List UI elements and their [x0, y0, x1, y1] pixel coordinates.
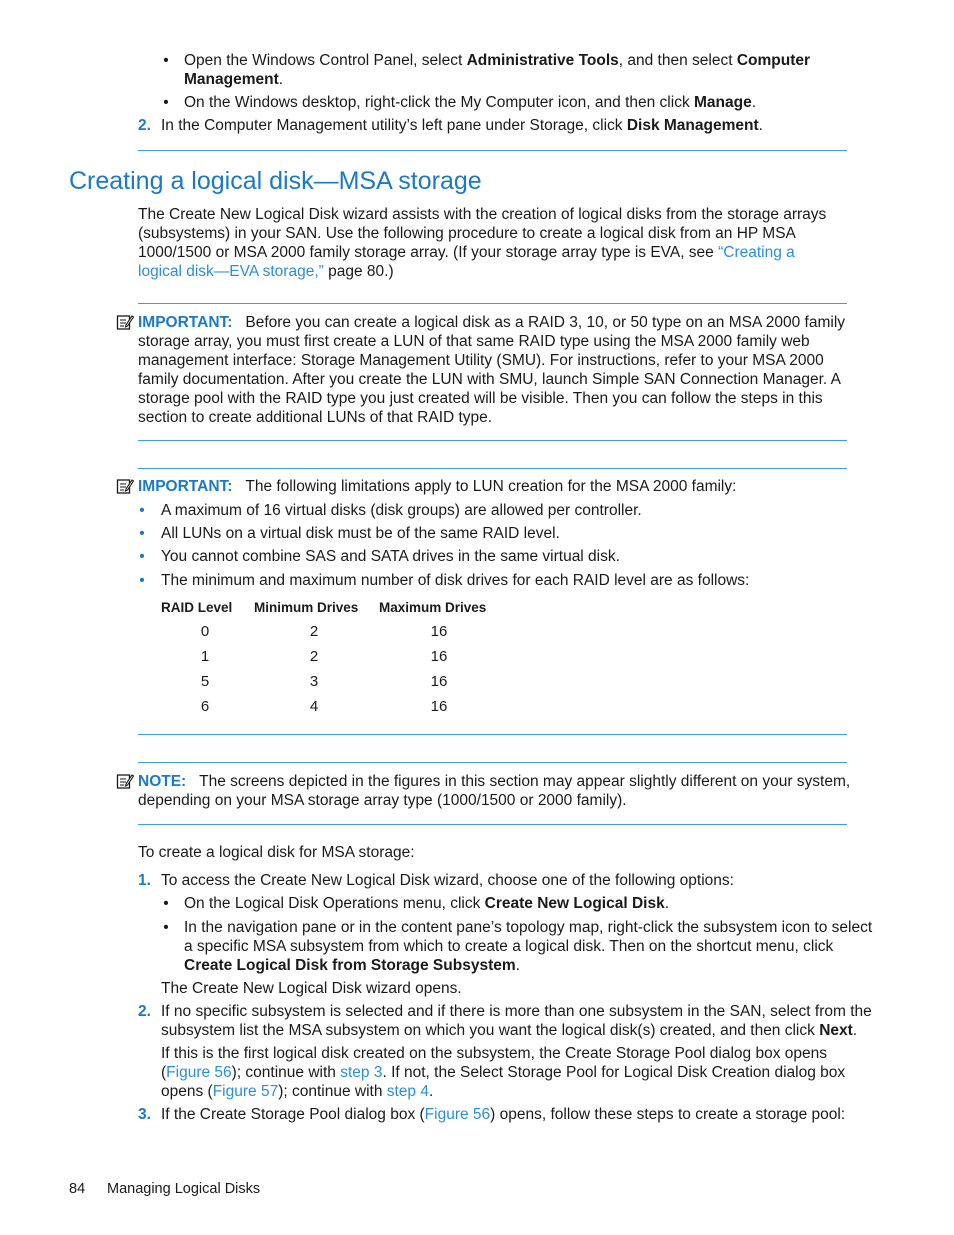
text-line: [138, 262, 826, 281]
text: ); continue with: [231, 1064, 341, 1081]
text: ) opens, follow these steps to create a storage pool:: [490, 1106, 846, 1123]
table-cell: 16: [430, 648, 448, 665]
text: .: [664, 895, 670, 912]
text-line: a specific MSA subsystem from which to create a logical disk. Then on the shortcut menu, click: [184, 938, 834, 955]
text: .: [278, 71, 284, 88]
divider: [138, 440, 847, 441]
limitation-item: A maximum of 16 virtual disks (disk groups) are allowed per controller.: [161, 502, 642, 519]
text-line: section to create additional LUNs of that RAID type.: [138, 409, 493, 426]
note-label: NOTE:: [138, 773, 187, 790]
step-1-result: The Create New Logical Disk wizard opens.: [161, 980, 462, 997]
text-line: [138, 243, 826, 262]
important-label: IMPORTANT:: [138, 478, 233, 495]
intro-paragraph: [138, 205, 826, 281]
page-number: 84: [69, 1181, 86, 1197]
table-cell: 4: [309, 698, 319, 715]
text: (: [161, 1064, 167, 1081]
step-number: 2.: [138, 117, 151, 134]
text: . If not, the Select Storage Pool for Logical Disk Creation dialog box: [382, 1064, 846, 1081]
text: On the Logical Disk Operations menu, click: [184, 895, 485, 912]
bullet-dot: •: [139, 548, 145, 565]
important-callout-1: [138, 313, 845, 427]
bullet-dot: •: [139, 502, 145, 519]
text-line: family documentation. After you create the LUN with SMU, launch Simple SAN Connection Manager. A: [138, 371, 842, 388]
text: Open the Windows Control Panel, select: [184, 52, 467, 69]
text: ); continue with: [278, 1083, 387, 1100]
note-callout: [138, 772, 850, 810]
table-cell: 6: [200, 698, 210, 715]
text: .: [852, 1022, 858, 1039]
step-link[interactable]: step 4: [386, 1083, 429, 1100]
table-cell: 2: [309, 623, 319, 640]
top-bullet-2: [184, 93, 756, 112]
procedure-intro: To create a logical disk for MSA storage:: [138, 844, 415, 861]
text-line: If this is the first logical disk created on the subsystem, the Create Storage Pool dialog box opens: [161, 1045, 828, 1062]
text-line: storage pool with the RAID type you just created will be visible. Then you can follow the steps in this: [138, 390, 823, 407]
hand-writing-icon: [116, 477, 134, 495]
text-line: [184, 956, 872, 975]
text: page 80.): [323, 263, 394, 280]
limitation-item: All LUNs on a virtual disk must be of the same RAID level.: [161, 525, 560, 542]
step-1-option-2: [184, 918, 872, 975]
table-cell: 5: [200, 673, 210, 690]
note-pencil-icon: [116, 772, 134, 790]
text-line: [161, 1021, 872, 1040]
step-3: [161, 1105, 845, 1124]
bold-term: Computer: [736, 52, 811, 69]
top-bullet-1: [184, 51, 810, 70]
table-header-maximum-drives: Maximum Drives: [379, 600, 487, 615]
text: .: [515, 957, 520, 974]
text: , and then select: [618, 52, 737, 69]
text: .: [428, 1083, 434, 1100]
text: On the Windows desktop, right-click the My Computer icon, and then click: [184, 94, 694, 111]
bold-term: Manage: [694, 94, 752, 111]
text: 1000/1500 or MSA 2000 family storage array. (If your storage array type is EVA, see: [138, 244, 719, 261]
section-title: Creating a logical disk—MSA storage: [69, 167, 482, 195]
step-2-paragraph: [161, 1044, 845, 1101]
bullet-dot: •: [163, 919, 169, 936]
table-cell: 2: [309, 648, 319, 665]
limitation-item: The minimum and maximum number of disk drives for each RAID level are as follows:: [161, 572, 750, 589]
text: subsystem list the MSA subsystem on which you want the logical disk(s) created, and then click: [161, 1022, 820, 1039]
table-cell: 1: [200, 648, 210, 665]
cross-reference-link[interactable]: “Creating a: [718, 244, 795, 261]
text-line: The Create New Logical Disk wizard assists with the creation of logical disks from the storage arrays: [138, 206, 827, 223]
text-line: management interface: Storage Management Utility (SMU). For instructions, refer to your MSA 2000: [138, 352, 824, 369]
bullet-dot: •: [163, 895, 169, 912]
figure-link[interactable]: Figure 56: [424, 1106, 491, 1123]
text: Before you can create a logical disk as a RAID 3, 10, or 50 type on an MSA 2000 family: [245, 314, 846, 331]
text: If the Create Storage Pool dialog box (: [161, 1106, 425, 1123]
text-line: [138, 772, 850, 791]
divider: [138, 150, 847, 151]
text-line: depending on your MSA storage array type (1000/1500 or 2000 family).: [138, 792, 627, 809]
bold-term: Disk Management: [626, 117, 759, 134]
important-label: IMPORTANT:: [138, 314, 233, 331]
step-number: 2.: [138, 1003, 151, 1020]
bold-term: Administrative Tools: [466, 52, 619, 69]
table-header-minimum-drives: Minimum Drives: [254, 600, 359, 615]
divider: [138, 824, 847, 825]
figure-link[interactable]: Figure 56: [166, 1064, 232, 1081]
text-line: storage array, you must first create a LUN of that same RAID type using the MSA 2000 family web: [138, 333, 810, 350]
text-line: (subsystems) in your SAN. Use the following procedure to create a logical disk from an HP MSA: [138, 225, 796, 242]
step-1-option-1: [184, 894, 669, 913]
text-line: [161, 1063, 845, 1082]
bullet-dot: •: [163, 52, 169, 69]
text-line: [161, 1082, 845, 1101]
step-1: To access the Create New Logical Disk wizard, choose one of the following options:: [161, 872, 734, 889]
step-2: [161, 1002, 872, 1040]
bold-term: Create New Logical Disk: [484, 895, 665, 912]
table-cell: 3: [309, 673, 319, 690]
step-number: 3.: [138, 1106, 151, 1123]
text: The following limitations apply to LUN creation for the MSA 2000 family:: [245, 478, 737, 495]
divider: [138, 303, 847, 304]
hand-writing-icon: [116, 313, 134, 331]
text: .: [751, 94, 757, 111]
divider: [138, 468, 847, 469]
table-header-raid-level: RAID Level: [161, 600, 233, 615]
table-cell: 16: [430, 698, 448, 715]
top-bullet-1-cont: [184, 70, 283, 89]
text-line: If no specific subsystem is selected and if there is more than one subsystem in the SAN, select from the: [161, 1003, 872, 1020]
text-line: [138, 313, 845, 332]
bold-term: Create Logical Disk from Storage Subsystem: [184, 957, 516, 974]
text: .: [758, 117, 763, 134]
important-callout-2: [138, 477, 736, 496]
step-link[interactable]: step 3: [340, 1064, 383, 1081]
text-line: In the navigation pane or in the content pane’s topology map, right-click the subsystem icon to select: [184, 919, 873, 936]
step-number: 1.: [138, 872, 151, 889]
figure-link[interactable]: Figure 57: [212, 1083, 279, 1100]
cross-reference-link[interactable]: logical disk—EVA storage,”: [138, 263, 324, 280]
divider: [138, 762, 847, 763]
table-cell: 16: [430, 623, 448, 640]
chapter-title: Managing Logical Disks: [107, 1181, 261, 1197]
bullet-dot: •: [139, 572, 145, 589]
divider: [138, 734, 847, 735]
text: opens (: [161, 1083, 213, 1100]
bullet-dot: •: [163, 94, 169, 111]
limitation-item: You cannot combine SAS and SATA drives in the same virtual disk.: [161, 548, 620, 565]
text: In the Computer Management utility’s left pane under Storage, click: [161, 117, 627, 134]
text: The screens depicted in the figures in this section may appear slightly different on your system,: [199, 773, 851, 790]
bold-term: Management: [184, 71, 279, 88]
table-cell: 0: [200, 623, 210, 640]
bold-term: Next: [819, 1022, 853, 1039]
bullet-dot: •: [139, 525, 145, 542]
top-step-2: [161, 116, 763, 135]
table-cell: 16: [430, 673, 448, 690]
